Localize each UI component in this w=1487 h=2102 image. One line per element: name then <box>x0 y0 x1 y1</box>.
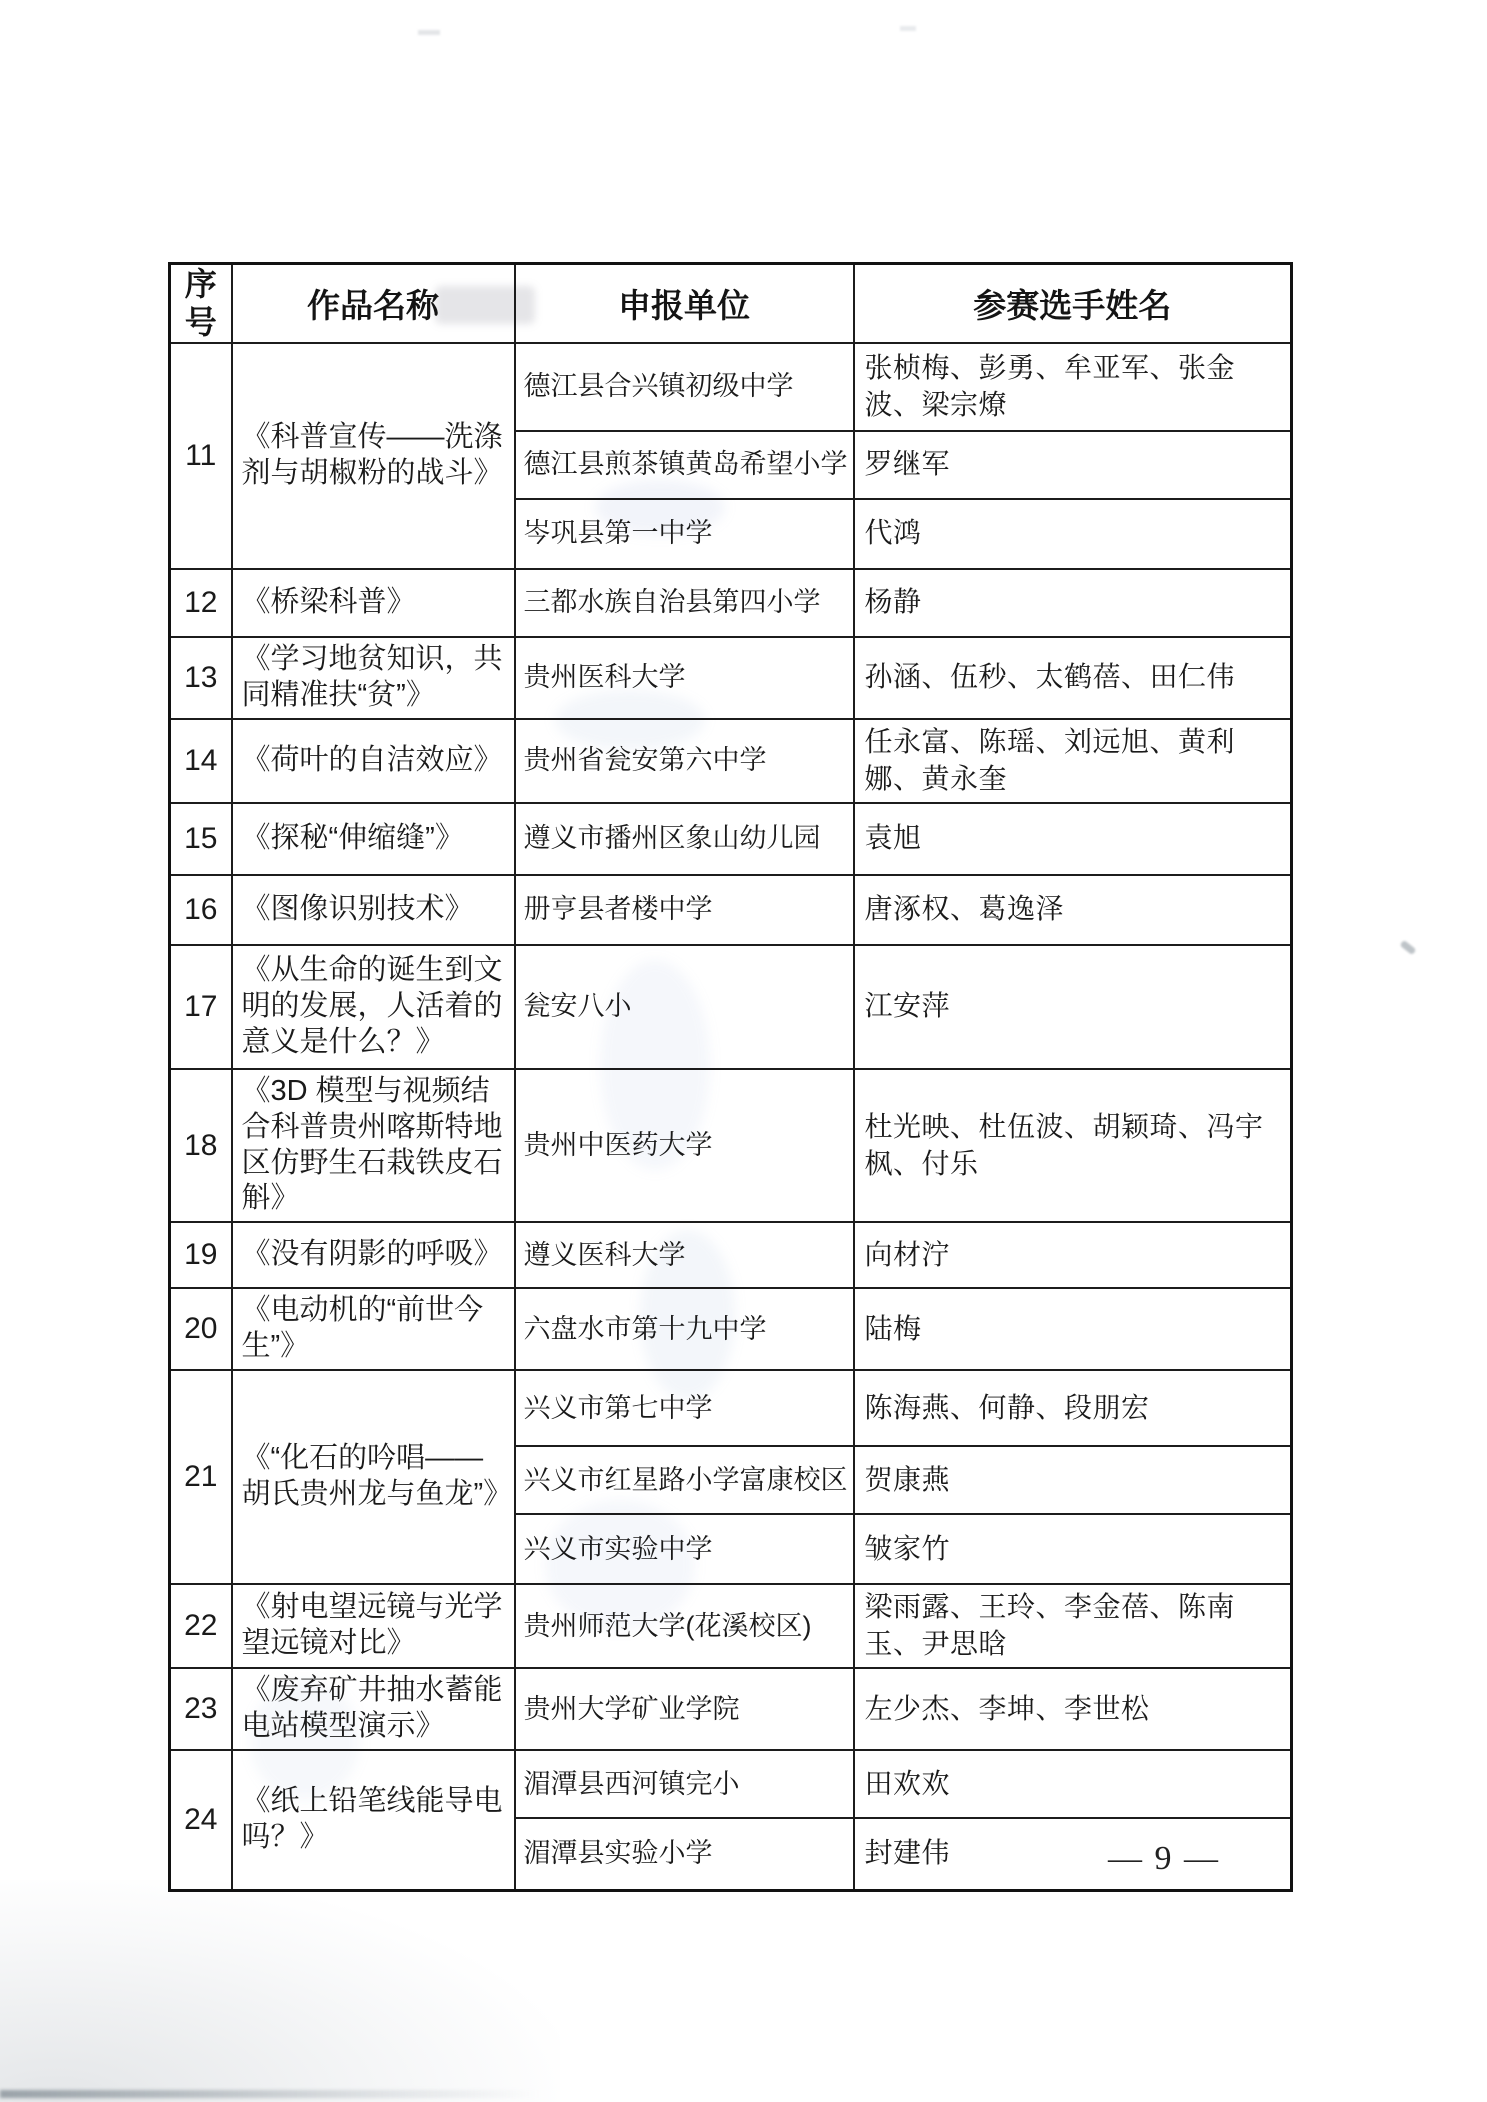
title-cell: 《科普宣传——洗涤剂与胡椒粉的战斗》 <box>232 343 515 569</box>
seq-cell: 17 <box>170 945 232 1069</box>
title-cell: 《图像识别技术》 <box>232 875 515 945</box>
table-row <box>170 637 1292 719</box>
title-cell: 《从生命的诞生到文明的发展，人活着的意义是什么？》 <box>232 945 515 1069</box>
title-cell: 《探秘“伸缩缝”》 <box>232 803 515 875</box>
title-cell: 《没有阴影的呼吸》 <box>232 1222 515 1288</box>
unit-cell: 兴义市红星路小学富康校区 <box>515 1446 854 1514</box>
unit-cell: 贵州医科大学 <box>515 637 854 719</box>
paper-shadow <box>0 1880 560 2102</box>
names-cell: 陈海燕、何静、段朋宏 <box>854 1370 1292 1446</box>
paper-edge <box>0 2090 540 2098</box>
table-row <box>170 1288 1292 1370</box>
title-cell: 《桥梁科普》 <box>232 569 515 637</box>
title-cell: 《电动机的“前世今生”》 <box>232 1288 515 1370</box>
unit-cell: 贵州省瓮安第六中学 <box>515 719 854 803</box>
names-cell: 封建伟 <box>854 1818 1292 1890</box>
names-cell: 袁旭 <box>854 803 1292 875</box>
table-row <box>170 1222 1292 1288</box>
seq-cell: 24 <box>170 1750 232 1890</box>
table-row <box>170 1069 1292 1223</box>
unit-cell: 瓮安八小 <box>515 945 854 1069</box>
table-row <box>170 1750 1292 1818</box>
names-cell: 孙涵、伍秒、太鹤蓓、田仁伟 <box>854 637 1292 719</box>
names-cell: 田欢欢 <box>854 1750 1292 1818</box>
title-cell: 《“化石的吟唱——胡氏贵州龙与鱼龙”》 <box>232 1370 515 1584</box>
col-header-names: 参赛选手姓名 <box>854 264 1292 343</box>
seq-cell: 21 <box>170 1370 232 1584</box>
seq-cell: 19 <box>170 1222 232 1288</box>
unit-cell: 湄潭县实验小学 <box>515 1818 854 1890</box>
unit-cell: 德江县合兴镇初级中学 <box>515 343 854 431</box>
table-row <box>170 945 1292 1069</box>
names-cell: 杜光映、杜伍波、胡颖琦、冯宇枫、付乐 <box>854 1069 1292 1223</box>
scan-speck <box>1400 940 1417 955</box>
seq-cell: 13 <box>170 637 232 719</box>
col-header-seq: 序号 <box>170 264 232 343</box>
title-cell: 《废弃矿井抽水蓄能电站模型演示》 <box>232 1668 515 1750</box>
unit-cell: 贵州中医药大学 <box>515 1069 854 1223</box>
unit-cell: 贵州大学矿业学院 <box>515 1668 854 1750</box>
unit-cell: 册亨县者楼中学 <box>515 875 854 945</box>
names-cell: 贺康燕 <box>854 1446 1292 1514</box>
title-cell: 《荷叶的自洁效应》 <box>232 719 515 803</box>
title-cell: 《射电望远镜与光学望远镜对比》 <box>232 1584 515 1668</box>
table-row <box>170 1584 1292 1668</box>
seq-cell: 16 <box>170 875 232 945</box>
unit-cell: 遵义市播州区象山幼儿园 <box>515 803 854 875</box>
scan-speck <box>418 30 440 35</box>
seq-cell: 14 <box>170 719 232 803</box>
names-cell: 梁雨露、王玲、李金蓓、陈南玉、尹思晗 <box>854 1584 1292 1668</box>
unit-cell: 兴义市第七中学 <box>515 1370 854 1446</box>
table-row <box>170 343 1292 431</box>
names-cell: 杨静 <box>854 569 1292 637</box>
scan-speck <box>900 26 916 31</box>
seq-cell: 22 <box>170 1584 232 1668</box>
unit-cell: 六盘水市第十九中学 <box>515 1288 854 1370</box>
names-cell: 罗继军 <box>854 431 1292 499</box>
names-cell: 皱家竹 <box>854 1514 1292 1584</box>
seq-cell: 12 <box>170 569 232 637</box>
table-row <box>170 569 1292 637</box>
table-row <box>170 719 1292 803</box>
col-header-title: 作品名称 <box>232 264 515 343</box>
unit-cell: 三都水族自治县第四小学 <box>515 569 854 637</box>
unit-cell: 贵州师范大学(花溪校区) <box>515 1584 854 1668</box>
page-number: — 9 — <box>1108 1840 1220 1877</box>
names-cell: 向材泞 <box>854 1222 1292 1288</box>
names-cell: 张桢梅、彭勇、牟亚军、张金波、梁宗燎 <box>854 343 1292 431</box>
title-cell: 《学习地贫知识，共同精准扶“贫”》 <box>232 637 515 719</box>
seq-cell: 18 <box>170 1069 232 1223</box>
table-row <box>170 803 1292 875</box>
names-cell: 陆梅 <box>854 1288 1292 1370</box>
col-header-unit: 申报单位 <box>515 264 854 343</box>
seq-cell: 15 <box>170 803 232 875</box>
names-cell: 江安萍 <box>854 945 1292 1069</box>
table-row <box>170 875 1292 945</box>
seq-cell: 20 <box>170 1288 232 1370</box>
unit-cell: 湄潭县西河镇完小 <box>515 1750 854 1818</box>
unit-cell: 兴义市实验中学 <box>515 1514 854 1584</box>
table-row <box>170 1370 1292 1446</box>
names-cell: 左少杰、李坤、李世松 <box>854 1668 1292 1750</box>
unit-cell: 岑巩县第一中学 <box>515 499 854 569</box>
names-cell: 代鸿 <box>854 499 1292 569</box>
seq-cell: 23 <box>170 1668 232 1750</box>
seq-cell: 11 <box>170 343 232 569</box>
table-row <box>170 1668 1292 1750</box>
title-cell: 《纸上铅笔线能导电吗？》 <box>232 1750 515 1890</box>
names-cell: 任永富、陈瑶、刘远旭、黄利娜、黄永奎 <box>854 719 1292 803</box>
results-table <box>168 262 1293 1892</box>
unit-cell: 德江县煎茶镇黄岛希望小学 <box>515 431 854 499</box>
title-cell: 《3D 模型与视频结合科普贵州喀斯特地区仿野生石栽铁皮石斛》 <box>232 1069 515 1223</box>
names-cell: 唐涿权、葛逸泽 <box>854 875 1292 945</box>
unit-cell: 遵义医科大学 <box>515 1222 854 1288</box>
table-header-row <box>170 264 1292 343</box>
